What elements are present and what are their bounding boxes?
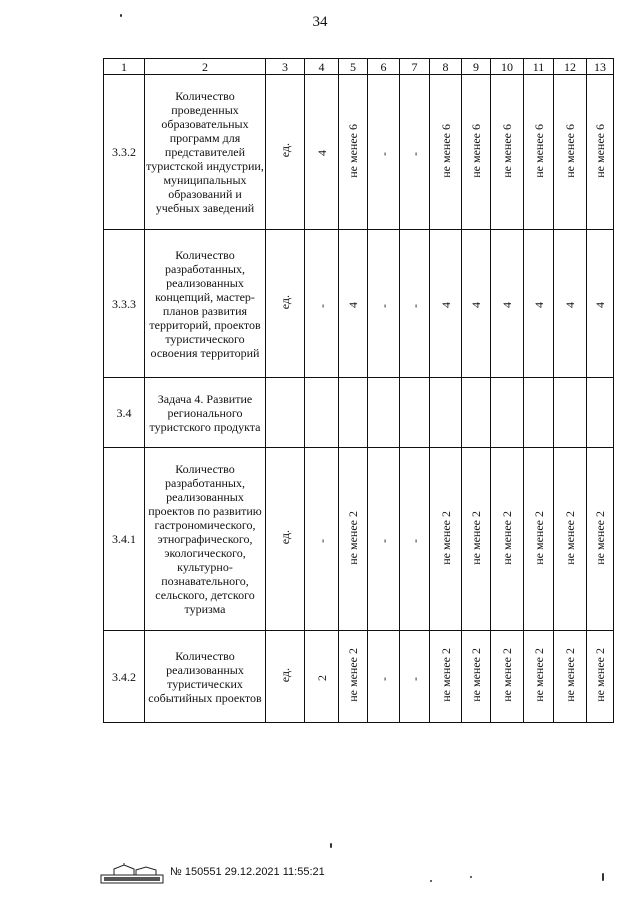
value-text: не менее 2 [593,510,607,565]
value-cell [368,75,400,230]
header-cell: 10 [491,59,524,75]
value-text: не менее 2 [469,510,483,565]
value-text: не менее 6 [438,123,453,178]
value-cell [339,230,368,378]
value-cell [400,631,430,723]
value-text: 4 [346,301,360,308]
table-row [104,75,614,230]
scan-speck [120,14,122,17]
value-text: не менее 2 [469,648,483,702]
table-row [104,230,614,378]
row-number: 3.3.2 [104,75,145,230]
value-text: не менее 2 [563,648,577,702]
value-text: - [376,303,391,308]
value-text: - [376,152,391,156]
value-text: не менее 6 [500,123,514,178]
value-text: 4 [593,301,607,308]
value-cell [587,230,614,378]
unit-text: ед. [278,667,292,683]
value-cell [400,378,430,448]
unit-text: ед. [278,294,292,310]
header-cell: 13 [587,59,614,75]
value-cell [430,230,462,378]
value-cell [462,448,491,631]
value-cell [554,230,587,378]
value-cell [587,448,614,631]
value-text: не менее 2 [500,648,514,702]
value-text: не менее 2 [438,510,453,565]
value-text: не менее 6 [469,123,483,178]
table-row [104,448,614,631]
header-row [104,59,614,75]
table-row [104,378,614,448]
value-cell [339,631,368,723]
value-text: - [376,539,391,543]
value-text: не менее 2 [438,648,453,702]
value-cell [430,631,462,723]
header-cell: 3 [266,59,305,75]
value-cell [524,75,554,230]
scan-speck [330,843,332,848]
unit-cell [266,230,305,378]
value-cell [339,378,368,448]
header-cell: 4 [305,59,339,75]
value-cell [462,75,491,230]
value-cell [491,230,524,378]
value-text: - [314,303,329,308]
value-cell [491,75,524,230]
value-text: не менее 2 [531,648,546,702]
row-name: Задача 4. Развитие регионального туристского продукта [145,378,266,448]
value-text: не менее 6 [563,123,577,178]
value-text: - [407,303,422,308]
header-cell: 12 [554,59,587,75]
value-text: - [407,539,422,543]
table-row [104,631,614,723]
row-name: Количество разработанных, реализованных проектов по развитию гастрономического, этнографического, экологического, культурно-познавательного, сельского, детского туризма [145,448,266,631]
unit-cell [266,631,305,723]
value-text: не менее 2 [500,510,514,565]
value-text: не менее 2 [346,648,360,702]
value-cell [430,378,462,448]
value-cell [524,230,554,378]
value-cell [339,448,368,631]
header-cell: 11 [524,59,554,75]
unit-text: ед. [278,530,292,545]
document-footer [100,862,540,886]
value-text: 4 [531,301,546,308]
header-cell: 8 [430,59,462,75]
value-text: 4 [469,301,483,308]
value-text: 4 [438,301,453,308]
value-cell [305,631,339,723]
value-text: - [407,152,422,156]
value-cell [305,230,339,378]
header-cell: 9 [462,59,491,75]
header-cell: 2 [145,59,266,75]
header-cell: 1 [104,59,145,75]
value-cell [587,75,614,230]
unit-cell [266,448,305,631]
value-text: 2 [314,674,329,681]
value-text: - [314,539,329,543]
value-cell [368,230,400,378]
value-text: не менее 2 [563,510,577,565]
row-name: Количество разработанных, реализованных концепций, мастер-планов развития территорий, проектов туристического освоения территорий [145,230,266,378]
value-cell [554,631,587,723]
row-number: 3.4.1 [104,448,145,631]
value-cell [462,230,491,378]
value-cell [305,378,339,448]
value-text: не менее 2 [531,510,546,565]
value-text: не менее 2 [346,510,360,565]
unit-cell [266,75,305,230]
value-cell [368,448,400,631]
value-text: 4 [563,301,577,308]
value-text: 4 [314,150,329,156]
value-cell [587,631,614,723]
value-text: - [376,676,391,681]
header-cell: 5 [339,59,368,75]
value-cell [430,448,462,631]
row-name: Количество проведенных образовательных программ для представителей туристской индустрии, муниципальных образований и учебных заведений [145,75,266,230]
value-cell [524,631,554,723]
registration-stamp: № 150551 29.12.2021 11:55:21 [170,866,325,878]
value-cell [554,448,587,631]
registry-logo-icon [100,862,164,884]
value-cell [462,378,491,448]
value-text: - [407,676,422,681]
page-number: 34 [312,14,328,30]
value-cell [491,448,524,631]
row-number: 3.4.2 [104,631,145,723]
row-number: 3.3.3 [104,230,145,378]
value-text: не менее 6 [346,123,360,178]
value-cell [368,631,400,723]
row-name: Количество реализованных туристических событийных проектов [145,631,266,723]
header-cell: 7 [400,59,430,75]
value-cell [368,378,400,448]
value-cell [305,75,339,230]
value-text: не менее 6 [593,123,607,178]
scan-speck [602,873,604,881]
value-cell [554,378,587,448]
indicators-table [103,58,614,723]
value-cell [462,631,491,723]
value-cell [400,75,430,230]
unit-text: ед. [278,143,292,158]
value-cell [554,75,587,230]
value-cell [587,378,614,448]
value-text: не менее 6 [531,123,546,178]
value-text: не менее 2 [593,648,607,702]
value-cell [339,75,368,230]
value-cell [400,448,430,631]
value-cell [491,378,524,448]
value-cell [524,448,554,631]
unit-cell [266,378,305,448]
value-text: 4 [500,301,514,308]
row-number: 3.4 [104,378,145,448]
value-cell [430,75,462,230]
header-cell: 6 [368,59,400,75]
value-cell [524,378,554,448]
value-cell [491,631,524,723]
value-cell [400,230,430,378]
value-cell [305,448,339,631]
